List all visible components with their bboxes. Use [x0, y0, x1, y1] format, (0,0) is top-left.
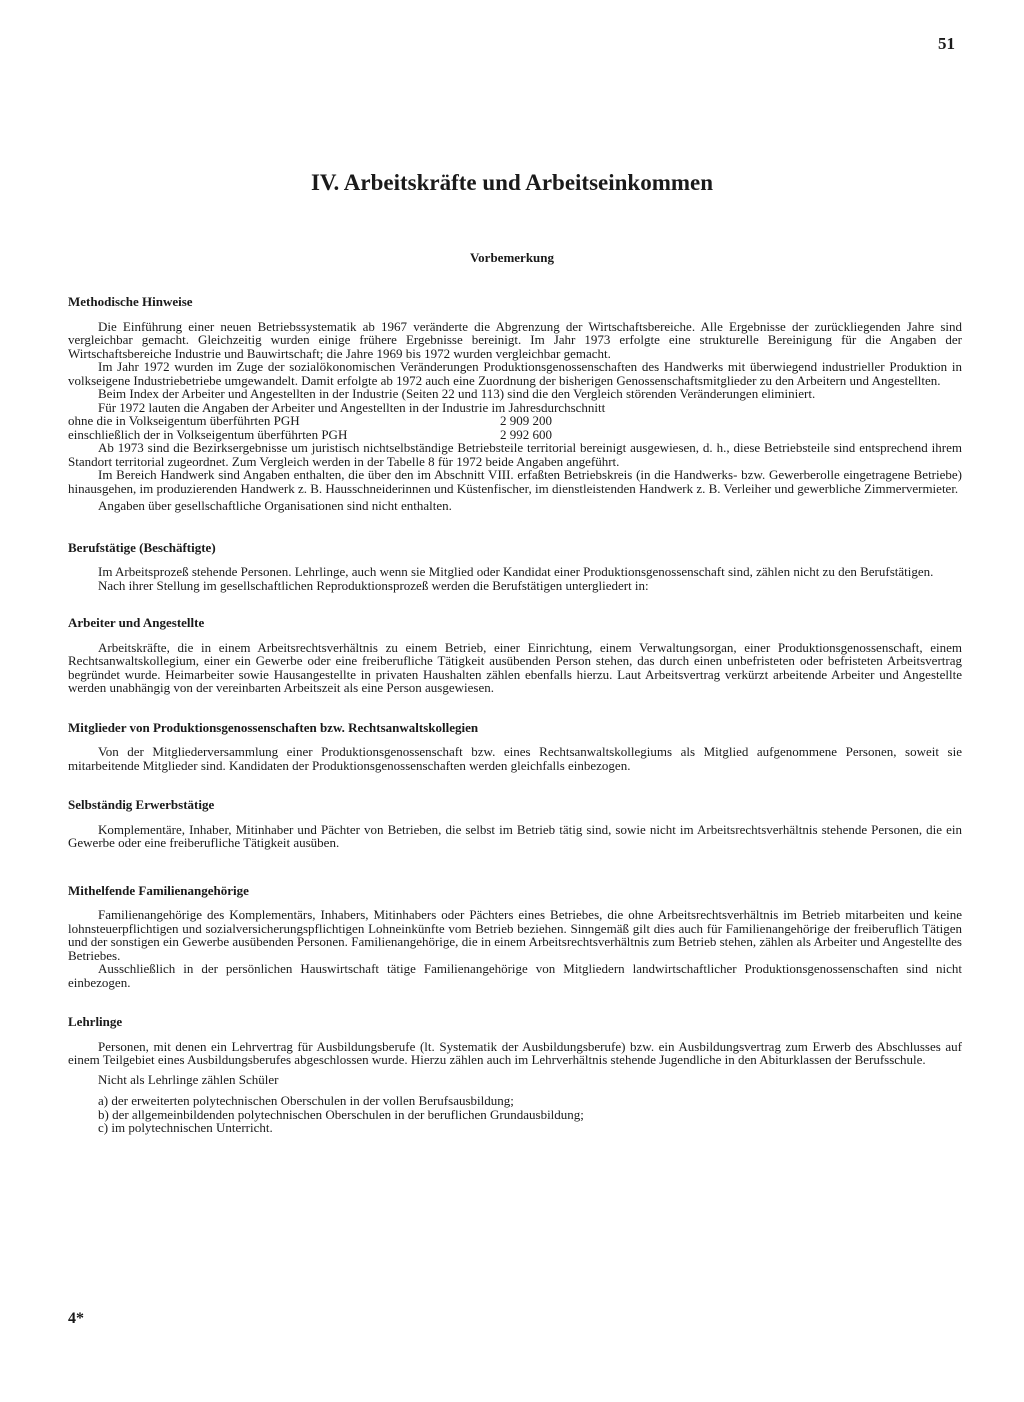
- section-heading: Methodische Hinweise: [68, 294, 193, 309]
- value-row: [68, 414, 962, 428]
- paragraph: Im Arbeitsprozeß stehende Personen. Lehrlinge, auch wenn sie Mitglied oder Kandidat einer Produktionsgenossenschaft sind, zählen nicht zu den Berufstätigen.: [98, 564, 934, 579]
- list-item: a) der erweiterten polytechnischen Oberschulen in der vollen Berufsausbildung;: [98, 1093, 514, 1108]
- section-heading: Berufstätige (Beschäftigte): [68, 539, 216, 555]
- row-label: ohne die in Volkseigentum überführten PGH: [68, 413, 300, 428]
- section-berufstaetige: [68, 541, 962, 593]
- paragraph: Im Bereich Handwerk sind Angaben enthalten, die über den im Abschnitt VIII. erfaßten Betriebskreis (in die Handwerks- bzw. Gewerberolle eingetragene Betriebe) hinausgehen, im produzierenden Handwerk z. B. Hausschneiderinnen und Küstenfischer, im dienstleistenden Handwerk z. B. Verleiher und gewerbliche Zimmervermieter.: [68, 467, 962, 496]
- list-item: b) der allgemeinbildenden polytechnischen Oberschulen in der beruflichen Grundausbildung;: [98, 1106, 584, 1122]
- paragraph: Beim Index der Arbeiter und Angestellten in der Industrie (Seiten 22 und 113) sind die den Vergleich störenden Veränderungen eliminiert.: [98, 386, 816, 401]
- section-methodik: [68, 295, 962, 513]
- paragraph: Nach ihrer Stellung im gesellschaftlichen Reproduktionsprozeß werden die Berufstätigen untergliedert in:: [98, 577, 649, 593]
- section-selbstaendig: [68, 798, 962, 850]
- row-label: einschließlich der in Volkseigentum überführten PGH: [68, 426, 348, 442]
- paragraph: Von der Mitgliederversammlung einer Produktionsgenossenschaft bzw. eines Rechtsanwaltskollegiums als Mitglied aufgenommene Personen, soweit sie mitarbeitende Mitglieder sind. Kandidaten der Produktionsgenossenschaften werden gleichfalls einbezogen.: [68, 744, 962, 773]
- list-item: c) im polytechnischen Unterricht.: [98, 1120, 273, 1135]
- preliminary-heading: Vorbemerkung: [469, 250, 555, 265]
- section-heading: Arbeiter und Angestellte: [68, 615, 205, 630]
- section-heading: Lehrlinge: [68, 1014, 123, 1029]
- section-heading: Mithelfende Familienangehörige: [68, 882, 249, 898]
- paragraph: Die Einführung einer neuen Betriebssystematik ab 1967 veränderte die Abgrenzung der Wirtschaftsbereiche. Alle Ergebnisse der zurückliegenden Jahre sind vergleichbar gemacht. Gleichzeitig wurden einige frühere Ergebnisse bereinigt. Im Jahr 1973 erfolgte eine strukturelle Bereinigung für die Angaben der Wirtschaftsbereiche Industrie und Bauwirtschaft; die Jahre 1969 bis 1972 wurden vergleichbar gemacht.: [68, 318, 962, 361]
- chapter-title: IV. Arbeitskräfte und Arbeitseinkommen: [310, 170, 714, 195]
- section-mitglieder: [68, 721, 962, 773]
- section-mithelfende: [68, 884, 962, 990]
- paragraph: Für 1972 lauten die Angaben der Arbeiter und Angestellten in der Industrie im Jahresdurchschnitt: [98, 399, 606, 415]
- paragraph: Ab 1973 sind die Bezirksergebnisse um juristisch nichtselbständige Betriebsteile territorial bereinigt ausgewiesen, d. h., diese Betriebsteile sind entsprechend ihrem Standort territorial zugeordnet. Zum Vergleich werden in der Tabelle 8 für 1972 beide Angaben angeführt.: [68, 440, 962, 469]
- row-value: 2 909 200: [500, 413, 552, 428]
- exclusion-list: [68, 1094, 962, 1135]
- section-lehrlinge: [68, 1015, 962, 1135]
- page-number: 51: [938, 34, 955, 53]
- paragraph: Nicht als Lehrlinge zählen Schüler: [98, 1071, 279, 1087]
- section-arbeiter: [68, 616, 962, 695]
- signature-mark: 4*: [68, 1310, 84, 1327]
- value-row: [68, 428, 962, 442]
- document-body: [68, 295, 962, 1135]
- paragraph: Arbeitskräfte, die in einem Arbeitsrechtsverhältnis zu einem Betrieb, einer Einrichtung, einem Verwaltungsorgan, einer Produktionsgenossenschaft, einem Rechtsanwaltskollegium, einer ein Gewerbe oder eine freiberufliche Tätigkeit ausübenden Person stehen, das durch einen unbefristeten oder befristeten Arbeitsvertrag begründet wurde. Heimarbeiter sowie Hausangestellte in privaten Haushalten zählen ebenfalls hierzu. Laut Arbeitsvertrag verkürzt arbeitende Arbeiter und Angestellte werden unabhängig von der vereinbarten Arbeitszeit als eine Person ausgewiesen.: [68, 639, 962, 695]
- section-heading: Mitglieder von Produktionsgenossenschaften bzw. Rechtsanwaltskollegien: [68, 719, 479, 735]
- paragraph: Personen, mit denen ein Lehrvertrag für Ausbildungsberufe (lt. Systematik der Ausbildungsberufe) bzw. ein Ausbildungsvertrag zum Erwerb des Abschlusses auf einem Teilgebiet eines Ausbildungsberufes abgeschlossen wurde. Hierzu zählen auch im Lehrverhältnis stehende Jugendliche in den Abiturklassen der Berufsschule.: [68, 1038, 962, 1067]
- paragraph: Komplementäre, Inhaber, Mitinhaber und Pächter von Betrieben, die selbst im Betrieb tätig sind, sowie nicht im Arbeitsrechtsverhältnis stehende Personen, die ein Gewerbe oder eine freiberufliche Tätigkeit ausüben.: [68, 821, 962, 850]
- paragraph: Angaben über gesellschaftliche Organisationen sind nicht enthalten.: [98, 498, 452, 513]
- paragraph: Familienangehörige des Komplementärs, Inhabers, Mitinhabers oder Pächters eines Betriebes, die ohne Arbeitsrechtsverhältnis im Betrieb mitarbeiten und keine lohnsteuerpflichtigen und sozialversicherungspflichtigen Lohneinkünfte vom Betrieb beziehen. Sinngemäß gilt dies auch für Familienangehörige der freiberuflich Tätigen und der sonstigen ein Gewerbe ausübenden Personen. Familienangehörige, die in einem Arbeitsrechtsverhältnis zum Betrieb stehen, zählen als Arbeiter und Angestellte des Betriebes.: [68, 907, 962, 963]
- section-heading: Selbständig Erwerbstätige: [68, 797, 215, 812]
- paragraph: Ausschließlich in der persönlichen Hauswirtschaft tätige Familienangehörige von Mitgliedern landwirtschaftlicher Produktionsgenossenschaften sind nicht einbezogen.: [68, 961, 962, 990]
- paragraph: Im Jahr 1972 wurden im Zuge der sozialökonomischen Veränderungen Produktionsgenossenschaften des Handwerks mit überwiegend industrieller Produktion in volkseigene Industriebetriebe umgewandelt. Damit erfolgte ab 1972 auch eine Zuordnung der bisherigen Genossenschaftsmitglieder zu den Arbeitern und Angestellten.: [68, 359, 962, 388]
- row-value: 2 992 600: [500, 426, 552, 442]
